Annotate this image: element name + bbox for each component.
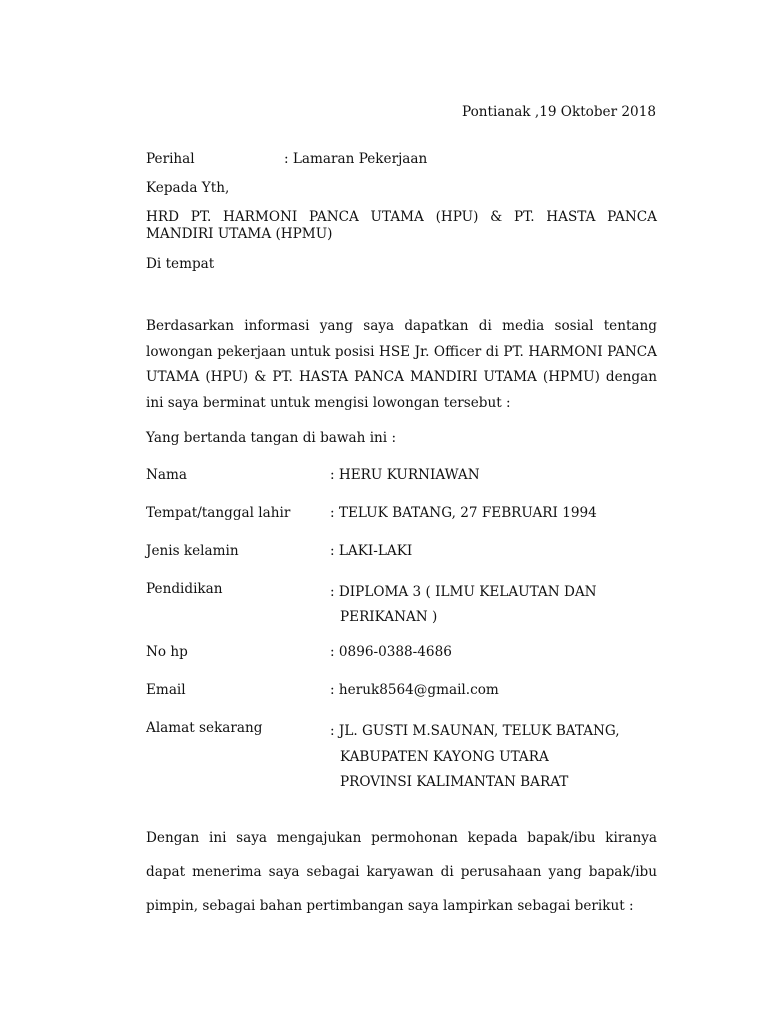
field-value-nama bbox=[330, 466, 480, 484]
field-label-gender: Jenis kelamin bbox=[146, 543, 239, 559]
intro-paragraph: Berdasarkan informasi yang saya dapatkan di media sosial tentang lowongan pekerjaan untuk posisi HSE Jr. Officer di PT. HARMONI PANCA UTAMA (HPU) & PT. HASTA PANCA MANDIRI UTAMA (HPMU) dengan ini saya berminat untuk mengisi lowongan tersebut : bbox=[146, 318, 657, 411]
field-value-line: : heruk8564@gmail.com bbox=[330, 682, 499, 698]
field-value-education bbox=[330, 580, 597, 630]
field-label-email: Email bbox=[146, 682, 186, 698]
field-value-line: : LAKI-LAKI bbox=[330, 543, 413, 559]
place-date: Pontianak ,19 Oktober 2018 bbox=[462, 104, 656, 120]
signer-intro: Yang bertanda tangan di bawah ini : bbox=[146, 430, 397, 446]
subject-value: : Lamaran Pekerjaan bbox=[284, 151, 428, 167]
field-value-line: : 0896-0388-4686 bbox=[330, 644, 452, 660]
field-value-address bbox=[330, 719, 620, 796]
field-label-birth: Tempat/tanggal lahir bbox=[146, 505, 291, 521]
salutation: Kepada Yth, bbox=[146, 180, 230, 196]
field-value-line: : DIPLOMA 3 ( ILMU KELAUTAN DAN bbox=[330, 584, 597, 600]
field-label-education: Pendidikan bbox=[146, 581, 223, 597]
recipient-place: Di tempat bbox=[146, 256, 215, 272]
field-value-line: : TELUK BATANG, 27 FEBRUARI 1994 bbox=[330, 505, 597, 521]
field-value-line: KABUPATEN KAYONG UTARA bbox=[340, 748, 549, 765]
field-label-phone: No hp bbox=[146, 644, 188, 660]
closing-paragraph: Dengan ini saya mengajukan permohonan kepada bapak/ibu kiranya dapat menerima saya sebagai karyawan di perusahaan yang bapak/ibu pimpin, sebagai bahan pertimbangan saya lampirkan sebagai berikut : bbox=[146, 830, 657, 914]
field-value-line: : HERU KURNIAWAN bbox=[330, 467, 480, 483]
field-value-email bbox=[330, 681, 499, 699]
field-value-line: PERIKANAN ) bbox=[340, 609, 438, 625]
field-value-line: : JL. GUSTI M.SAUNAN, TELUK BATANG, bbox=[330, 723, 620, 739]
field-value-birth bbox=[330, 504, 597, 522]
recipient: HRD PT. HARMONI PANCA UTAMA (HPU) & PT. HASTA PANCA MANDIRI UTAMA (HPMU) bbox=[146, 209, 657, 242]
subject-label: Perihal bbox=[146, 151, 195, 167]
field-label-address: Alamat sekarang bbox=[146, 720, 263, 736]
field-value-line: PROVINSI KALIMANTAN BARAT bbox=[340, 774, 569, 790]
field-value-phone bbox=[330, 643, 452, 661]
field-value-gender bbox=[330, 542, 412, 560]
field-label-nama: Nama bbox=[146, 467, 187, 483]
